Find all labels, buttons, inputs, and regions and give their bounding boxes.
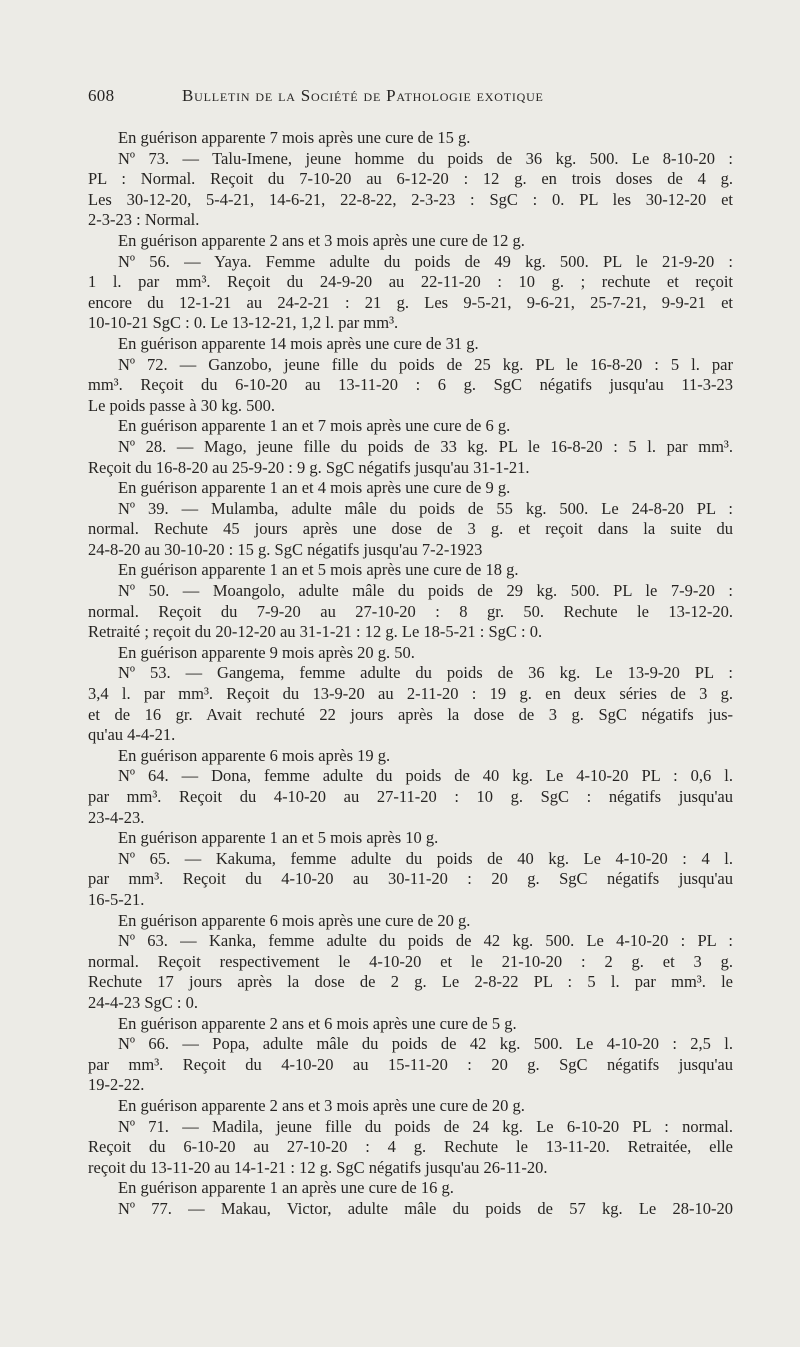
text-line: Retraité ; reçoit du 20-12-20 au 31-1-21 : 12 g. Le 18-5-21 : SgC : 0. <box>88 622 543 642</box>
text-line: Nº 64. — Dona, femme adulte du poids de 40 kg. Le 4-10-20 PL : 0,6 l. <box>118 766 733 786</box>
text-line: En guérison apparente 2 ans et 6 mois après une cure de 5 g. <box>118 1013 517 1033</box>
text-line: En guérison apparente 7 mois après une cure de 15 g. <box>118 128 471 147</box>
text-line: Nº 65. — Kakuma, femme adulte du poids de 40 kg. Le 4-10-20 : 4 l. <box>118 848 733 868</box>
text-line: par mm³. Reçoit du 4-10-20 au 27-11-20 : 10 g. SgC : négatifs jusqu'au <box>88 787 733 806</box>
text-line: 19-2-22. <box>88 1075 145 1095</box>
text-line: En guérison apparente 1 an et 5 mois après une cure de 18 g. <box>118 560 519 580</box>
text-line: En guérison apparente 6 mois après 19 g. <box>118 745 391 765</box>
text-line: En guérison apparente 14 mois après une cure de 31 g. <box>118 333 479 353</box>
text-line: 23-4-23. <box>88 807 145 827</box>
text-line: En guérison apparente 2 ans et 3 mois après une cure de 12 g. <box>118 230 525 250</box>
text-line: normal. Rechute 45 jours après une dose de 3 g. et reçoit dans la suite du <box>88 519 733 539</box>
text-line: normal. Reçoit du 7-9-20 au 27-10-20 : 8 gr. 50. Rechute le 13-12-20. <box>88 601 733 621</box>
text-line: Nº 53. — Gangema, femme adulte du poids de 36 kg. Le 13-9-20 PL : <box>118 663 733 683</box>
text-line: 10-10-21 SgC : 0. Le 13-12-21, 1,2 l. par mm³. <box>88 313 399 333</box>
text-line: Nº 77. — Makau, Victor, adulte mâle du poids de 57 kg. Le 28-10-20 <box>118 1198 733 1218</box>
text-line: En guérison apparente 1 an et 5 mois après 10 g. <box>118 828 439 848</box>
text-line: par mm³. Reçoit du 4-10-20 au 30-11-20 : 20 g. SgC négatifs jusqu'au <box>88 869 733 889</box>
text-line: En guérison apparente 1 an et 4 mois après une cure de 9 g. <box>118 478 511 498</box>
text-line: encore du 12-1-21 au 24-2-21 : 21 g. Les 9-5-21, 9-6-21, 25-7-21, 9-9-21 et <box>88 292 733 312</box>
running-title: Bulletin de la Société de Pathologie exotique <box>182 86 544 105</box>
text-line: reçoit du 13-11-20 au 14-1-21 : 12 g. SgC négatifs jusqu'au 26-11-20. <box>88 1157 548 1177</box>
text-line: En guérison apparente 1 an et 7 mois après une cure de 6 g. <box>118 416 511 436</box>
text-line: Nº 28. — Mago, jeune fille du poids de 33 kg. PL le 16-8-20 : 5 l. par mm³. <box>118 436 733 456</box>
text-line: PL : Normal. Reçoit du 7-10-20 au 6-12-20 : 12 g. en trois doses de 4 g. <box>88 169 733 189</box>
text-line: En guérison apparente 1 an après une cure de 16 g. <box>118 1178 454 1198</box>
text-line: Nº 56. — Yaya. Femme adulte du poids de 49 kg. 500. PL le 21-9-20 : <box>118 251 733 271</box>
page-header <box>88 86 733 116</box>
text-line: qu'au 4-4-21. <box>88 725 176 745</box>
text-line: Reçoit du 6-10-20 au 27-10-20 : 4 g. Rechute le 13-11-20. Retraitée, elle <box>88 1137 733 1157</box>
text-line: 3,4 l. par mm³. Reçoit du 13-9-20 au 2-11-20 : 19 g. en deux séries de 3 g. <box>88 684 733 704</box>
text-line: En guérison apparente 6 mois après une cure de 20 g. <box>118 910 471 930</box>
text-line: Nº 66. — Popa, adulte mâle du poids de 42 kg. 500. Le 4-10-20 : 2,5 l. <box>118 1034 733 1054</box>
text-line: et de 16 gr. Avait rechuté 22 jours après la dose de 3 g. SgC négatifs jus- <box>88 704 733 724</box>
text-line: par mm³. Reçoit du 4-10-20 au 15-11-20 : 20 g. SgC négatifs jusqu'au <box>88 1054 733 1074</box>
text-line: Rechute 17 jours après la dose de 2 g. Le 2-8-22 PL : 5 l. par mm³. le <box>88 972 733 992</box>
text-line: Nº 63. — Kanka, femme adulte du poids de 42 kg. 500. Le 4-10-20 : PL : <box>118 931 733 951</box>
text-line: Le poids passe à 30 kg. 500. <box>88 395 275 415</box>
text-line: 24-4-23 SgC : 0. <box>88 992 199 1012</box>
text-line: Reçoit du 16-8-20 au 25-9-20 : 9 g. SgC négatifs jusqu'au 31-1-21. <box>88 457 530 477</box>
text-line: 1 l. par mm³. Reçoit du 24-9-20 au 22-11-20 : 10 g. ; rechute et reçoit <box>88 272 733 292</box>
text-line: 16-5-21. <box>88 889 145 909</box>
text-line: Nº 39. — Mulamba, adulte mâle du poids de 55 kg. 500. Le 24-8-20 PL : <box>118 498 733 518</box>
body-text <box>88 128 733 1219</box>
text-line: En guérison apparente 2 ans et 3 mois après une cure de 20 g. <box>118 1095 525 1115</box>
text-line: normal. Reçoit respectivement le 4-10-20 et le 21-10-20 : 2 g. et 3 g. <box>88 951 733 971</box>
text-line: Les 30-12-20, 5-4-21, 14-6-21, 22-8-22, 2-3-23 : SgC : 0. PL les 30-12-20 et <box>88 189 733 209</box>
text-line: Nº 50. — Moangolo, adulte mâle du poids de 29 kg. 500. PL le 7-9-20 : <box>118 581 733 601</box>
text-line: En guérison apparente 9 mois après 20 g. 50. <box>118 642 415 662</box>
text-line: Nº 71. — Madila, jeune fille du poids de 24 kg. Le 6-10-20 PL : normal. <box>118 1116 733 1136</box>
text-line: 2-3-23 : Normal. <box>88 210 200 230</box>
text-line: Nº 73. — Talu-Imene, jeune homme du poids de 36 kg. 500. Le 8-10-20 : <box>118 148 733 168</box>
text-line: 24-8-20 au 30-10-20 : 15 g. SgC négatifs jusqu'au 7-2-1923 <box>88 539 483 559</box>
page-number: 608 <box>88 86 115 105</box>
text-line: Nº 72. — Ganzobo, jeune fille du poids de 25 kg. PL le 16-8-20 : 5 l. par <box>118 354 733 374</box>
text-line: mm³. Reçoit du 6-10-20 au 13-11-20 : 6 g. SgC négatifs jusqu'au 11-3-23 <box>88 375 733 395</box>
